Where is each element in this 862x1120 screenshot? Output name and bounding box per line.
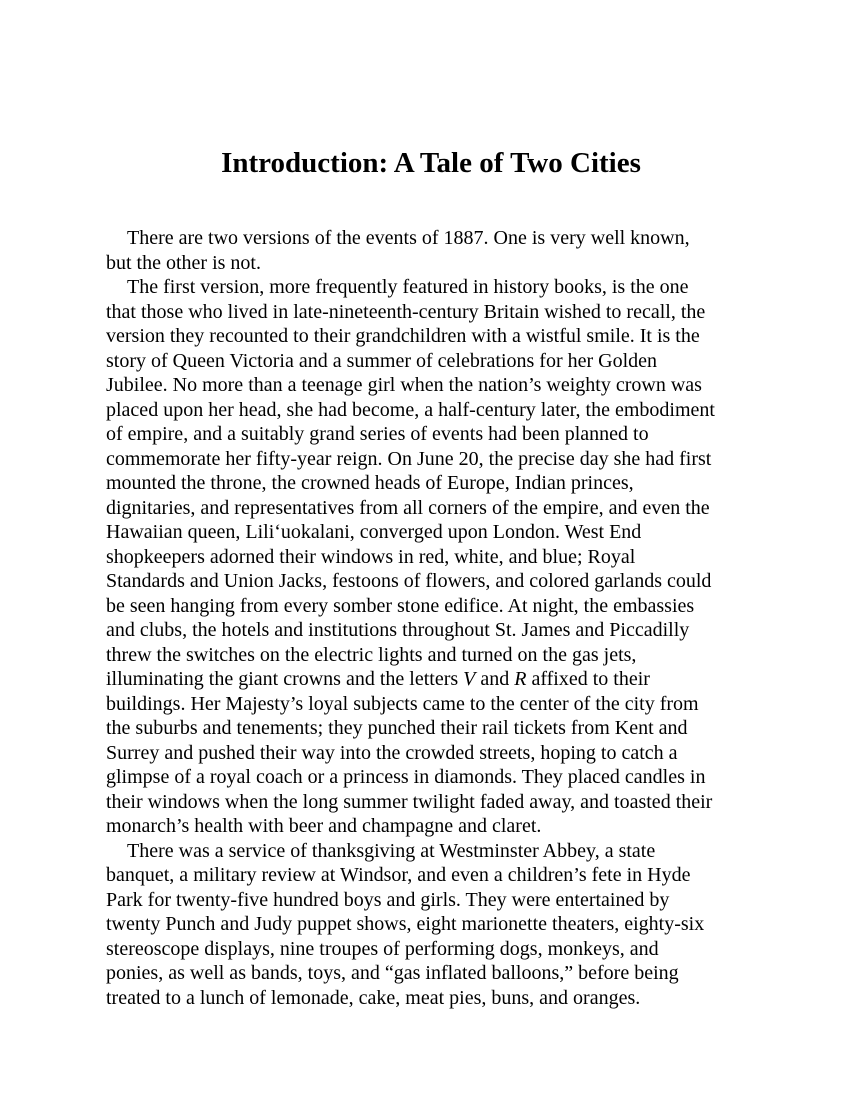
paragraph-1 — [106, 226, 758, 275]
text-line: Hawaiian queen, Lili‘uokalani, converged upon London. West End — [106, 521, 642, 543]
text-line: buildings. Her Majesty’s loyal subjects came to the center of the city from — [106, 692, 699, 715]
text-line: mounted the throne, the crowned heads of Europe, Indian princes, — [106, 472, 634, 494]
text-line: and clubs, the hotels and institutions throughout St. James and Piccadilly — [106, 619, 690, 641]
text-segment: and — [475, 668, 515, 690]
text-line: of empire, and a suitably grand series of events had been planned to — [106, 423, 649, 445]
text-line: but the other is not. — [106, 251, 261, 274]
text-line: be seen hanging from every somber stone edifice. At night, the embassies — [106, 594, 695, 617]
text-segment: affixed to their — [526, 668, 650, 690]
text-line: placed upon her head, she had become, a half-century later, the embodiment — [106, 398, 715, 421]
chapter-title: Introduction: A Tale of Two Cities — [221, 147, 641, 179]
text-line: version they recounted to their grandchildren with a wistful smile. It is the — [106, 325, 700, 347]
italic-letter-r: R — [514, 668, 527, 690]
text-line: treated to a lunch of lemonade, cake, meat pies, buns, and oranges. — [106, 986, 641, 1009]
text-line: Surrey and pushed their way into the crowded streets, hoping to catch a — [106, 741, 678, 764]
text-line: glimpse of a royal coach or a princess in diamonds. They placed candles in — [106, 766, 706, 788]
text-line: There are two versions of the events of 1887. One is very well known, — [127, 227, 690, 249]
italic-letter-v: V — [463, 668, 476, 690]
text-line: Park for twenty-five hundred boys and girls. They were entertained by — [106, 888, 670, 911]
text-line: that those who lived in late-nineteenth-century Britain wished to recall, the — [106, 300, 706, 323]
text-line: twenty Punch and Judy puppet shows, eight marionette theaters, eighty-six — [106, 913, 705, 935]
text-line: There was a service of thanksgiving at Westminster Abbey, a state — [127, 839, 656, 862]
text-line: dignitaries, and representatives from all corners of the empire, and even the — [106, 496, 710, 519]
text-line: ponies, as well as bands, toys, and “gas inflated balloons,” before being — [106, 962, 679, 984]
chapter-body — [106, 226, 758, 1010]
text-line: The first version, more frequently featured in history books, is the one — [127, 276, 689, 298]
text-line: monarch’s health with beer and champagne and claret. — [106, 815, 542, 837]
text-line: shopkeepers adorned their windows in red, white, and blue; Royal — [106, 545, 636, 568]
text-line: banquet, a military review at Windsor, and even a children’s fete in Hyde — [106, 864, 691, 886]
text-line: Standards and Union Jacks, festoons of flowers, and colored garlands could — [106, 570, 712, 592]
paragraph-3 — [106, 839, 758, 1011]
text-line: the suburbs and tenements; they punched their rail tickets from Kent and — [106, 717, 688, 739]
text-line: story of Queen Victoria and a summer of celebrations for her Golden — [106, 349, 658, 372]
text-segment: illuminating the giant crowns and the letters — [106, 668, 464, 690]
text-line: Jubilee. No more than a teenage girl when the nation’s weighty crown was — [106, 374, 702, 396]
text-line-with-italics — [106, 667, 758, 692]
paragraph-2 — [106, 275, 758, 839]
text-line: stereoscope displays, nine troupes of performing dogs, monkeys, and — [106, 937, 659, 960]
text-line: commemorate her fifty-year reign. On June 20, the precise day she had first — [106, 447, 712, 470]
text-line: their windows when the long summer twilight faded away, and toasted their — [106, 790, 713, 813]
text-line: threw the switches on the electric lights and turned on the gas jets, — [106, 643, 637, 666]
